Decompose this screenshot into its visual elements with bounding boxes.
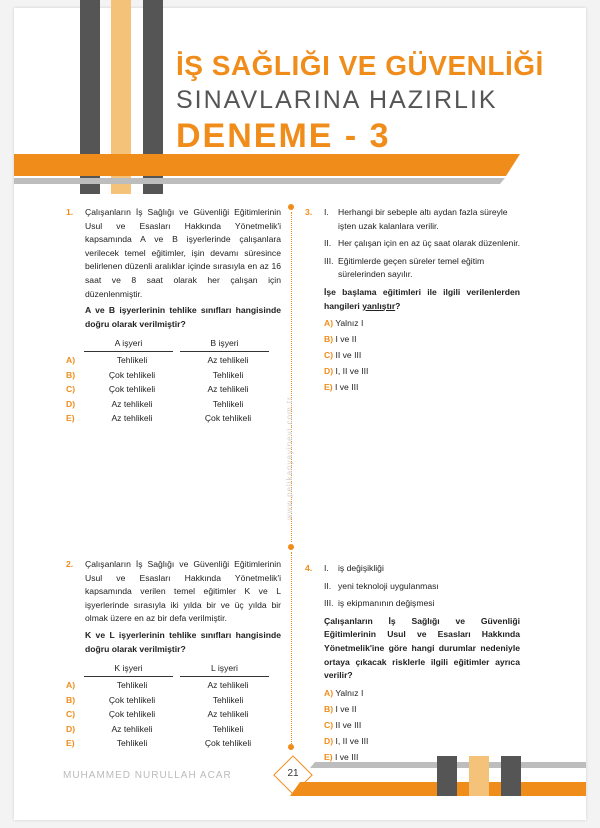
answer-row[interactable]: D) Az tehlikeli Tehlikeli xyxy=(66,398,244,409)
answer-option[interactable]: C) II ve III xyxy=(324,719,362,730)
title-line-3: DENEME - 3 xyxy=(176,117,391,155)
question-prompt: Çalışanların İş Sağlığı ve Güvenliği Eğitimlerinin Usul ve Esasları Hakkında Yönetmelik'ine göre hangi durumlar nedeniyle ortaya çıkacak risklerle ilgili eğitimler ayrıca verilir? xyxy=(324,615,520,681)
answer-option[interactable]: B) I ve II xyxy=(324,703,357,714)
footer-light-bar xyxy=(469,756,489,796)
question-prompt: İşe başlama eğitimleri ile ilgili verilenlerden hangileri yanlıştır? xyxy=(324,286,520,311)
answer-row[interactable]: C) Çok tehlikeli Az tehlikeli xyxy=(66,709,249,720)
answer-row[interactable]: C) Çok tehlikeli Az tehlikeli xyxy=(66,384,249,395)
underlined-word: yanlıştır xyxy=(362,300,396,311)
column-header: A işyeri xyxy=(84,337,173,352)
answer-row[interactable]: E) Tehlikeli Çok tehlikeli xyxy=(66,738,252,749)
statement-item: I. Herhangi bir sebeple altı aydan fazla süreyle işten uzak kalanlara verilir. xyxy=(324,207,508,231)
footer-dark-bar-1 xyxy=(437,756,457,796)
answer-row[interactable]: A) Tehlikeli Az tehlikeli xyxy=(66,680,249,691)
statement-item: III. Eğitimlerde geçen süreler temel eğitim sürelerinden sayılır. xyxy=(324,255,485,280)
answer-option[interactable]: A) Yalnız I xyxy=(324,318,364,329)
statement-item: I. iş değişikliği xyxy=(324,563,384,573)
author-name: MUHAMMED NURULLAH ACAR xyxy=(63,770,232,781)
answer-row[interactable]: B) Çok tehlikeli Tehlikeli xyxy=(66,694,244,705)
answer-option[interactable]: A) Yalnız I xyxy=(324,687,364,698)
question-prompt: A ve B işyerlerinin tehlike sınıfları hangisinde doğru olarak verilmiştir? xyxy=(85,305,281,329)
title-line-2: SINAVLARINA HAZIRLIK xyxy=(176,86,498,114)
answer-option[interactable]: D) I, II ve III xyxy=(324,366,369,377)
table-header xyxy=(84,662,281,677)
question-text: Çalışanların İş Sağlığı ve Güvenliği Eğitimlerinin Usul ve Esasları Hakkında Yönetmelik'i kapsamında A ve B işyerlerinde çalışanlara verilecek temel eğitimler, işin devamı süresince belirlenen düzenli aralıklar içinde sırasıyla en az 16 saat ve 8 saat olarak her çalışan için düzenlenmiştir. xyxy=(85,207,281,299)
statement-item: II. yeni teknoloji uygulanması xyxy=(324,580,439,591)
question-text: Çalışanların İş Sağlığı ve Güvenliği Eğitimlerinin Usul ve Esasları Hakkında Yönetmelik'i kapsamında verilen temel eğitimler K ve L işyerlerinde sırasıyla iki yılda bir ve üç yılda bir olmak üzere en az bir defa verilmiştir. xyxy=(85,559,281,624)
statement-item: III. iş ekipmanının değişmesi xyxy=(324,598,435,609)
table-header xyxy=(84,337,281,352)
question-prompt: K ve L işyerlerinin tehlike sınıfları hangisinde doğru olarak verilmiştir? xyxy=(85,629,281,654)
question-number: 4. xyxy=(305,563,313,573)
question-number: 3. xyxy=(305,207,313,217)
divider-dot-mid xyxy=(288,544,294,550)
statement-item: II. Her çalışan için en az üç saat olarak düzenlenir. xyxy=(324,238,520,249)
page-number: 21 xyxy=(287,768,299,779)
watermark: www.pelikanyayinevi.com.tr xyxy=(285,396,294,520)
question-1 xyxy=(66,206,281,426)
question-4 xyxy=(305,562,520,767)
title-line-1: İŞ SAĞLIĞI VE GÜVENLİĞİ xyxy=(176,50,544,81)
answer-row[interactable]: A) Tehlikeli Az tehlikeli xyxy=(66,355,249,366)
answer-option[interactable]: B) I ve II xyxy=(324,334,357,345)
column-header: L işyeri xyxy=(180,662,269,677)
question-2 xyxy=(66,558,281,751)
column-header: K işyeri xyxy=(84,662,173,677)
answer-row[interactable]: B) Çok tehlikeli Tehlikeli xyxy=(66,369,244,380)
question-number: 2. xyxy=(66,559,74,569)
answer-row[interactable]: D) Az tehlikeli Tehlikeli xyxy=(66,723,244,734)
footer-dark-bar-2 xyxy=(501,756,521,796)
question-number: 1. xyxy=(66,207,74,217)
answer-option[interactable]: E) I ve III xyxy=(324,382,359,393)
column-header: B işyeri xyxy=(180,337,269,352)
answer-option[interactable]: E) I ve III xyxy=(324,751,359,762)
question-3 xyxy=(305,206,520,397)
answer-option[interactable]: C) II ve III xyxy=(324,350,362,361)
divider-dot-top xyxy=(288,204,294,210)
answer-row[interactable]: E) Az tehlikeli Çok tehlikeli xyxy=(66,413,252,424)
column-divider-bottom xyxy=(291,552,292,744)
header-stripes xyxy=(0,150,600,190)
answer-option[interactable]: D) I, II ve III xyxy=(324,735,369,746)
